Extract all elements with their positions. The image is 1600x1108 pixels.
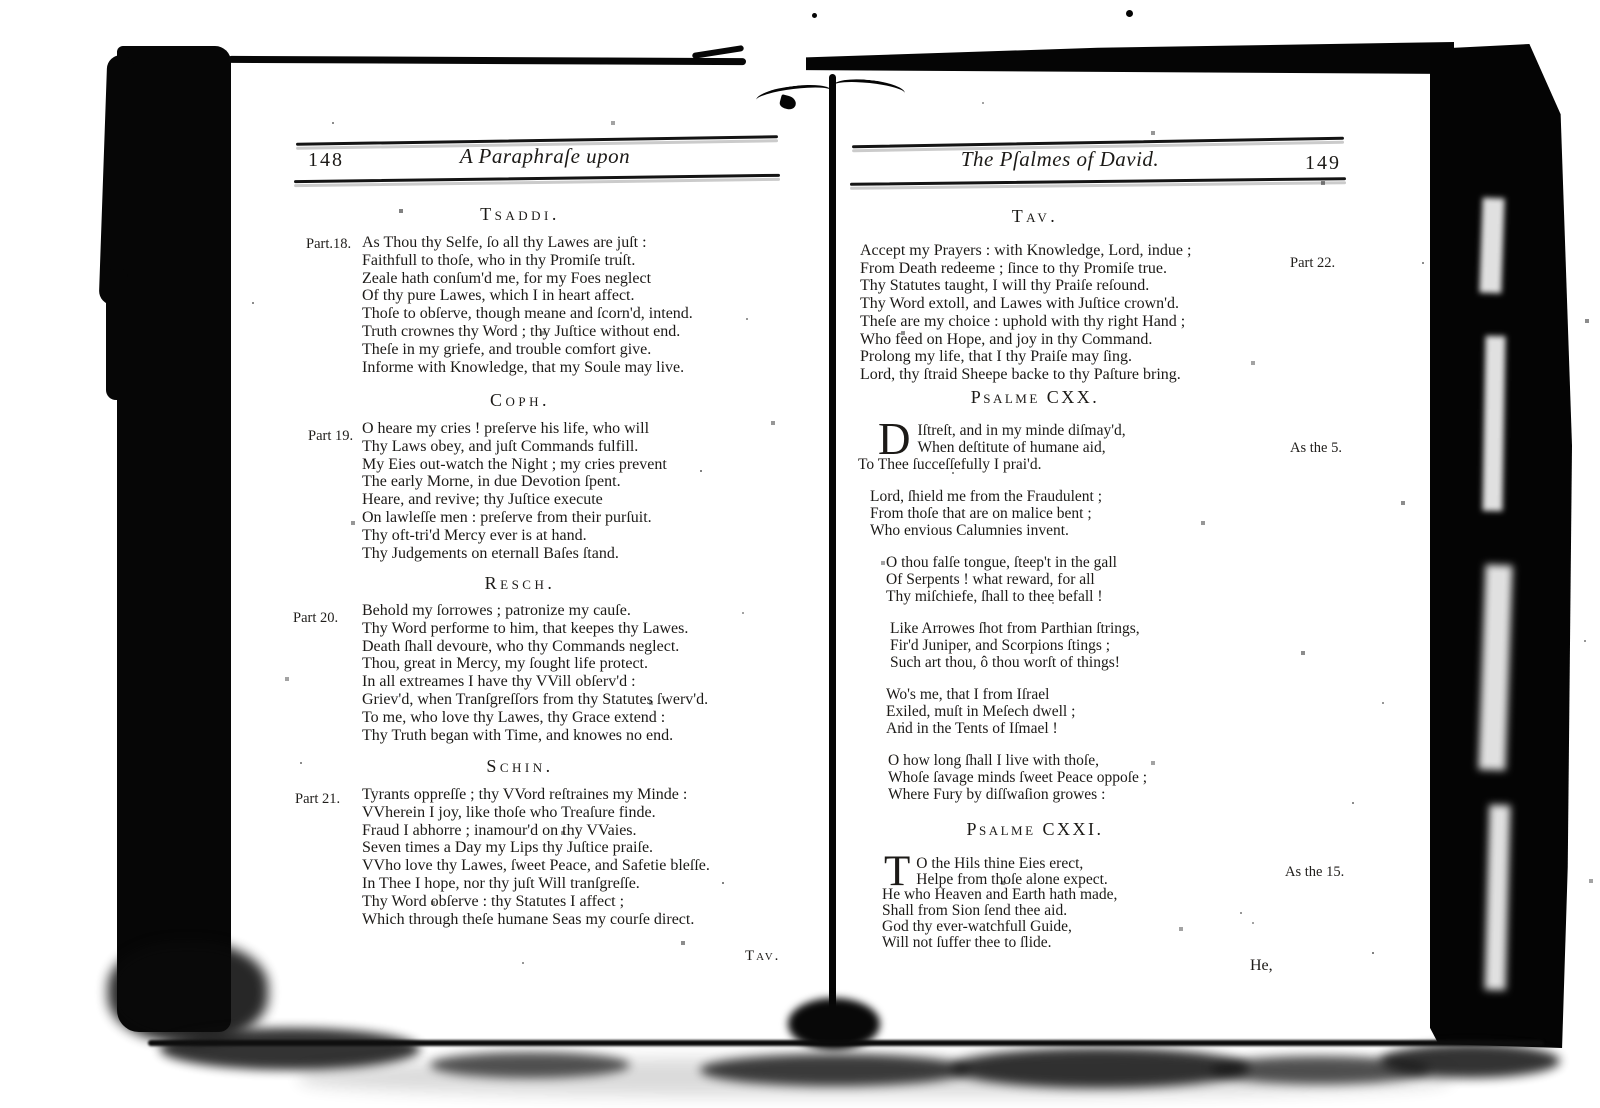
verse-line: Whoſe ſavage minds ſweet Peace oppoſe ; [888,769,1148,786]
verse-line: Thy Statutes taught, I will thy Praiſe reſound. [860,277,1150,295]
scan-border-left-bump [106,268,128,400]
scan-border-top-left [228,56,746,65]
book-gutter-shadow [829,74,836,1036]
verse-line: Death ſhall devoure, who thy Commands neglect. [362,637,680,655]
verse-line: Wo's me, that I from Iſrael [886,686,1050,703]
margin-note: Part.18. [306,236,352,252]
psalm-121-stanza [882,848,1118,951]
fore-edge-white-streak [1479,198,1504,294]
verse-line: Who envious Calumnies invent. [870,522,1069,539]
verse-line: Which through theſe humane Seas my courſe direct. [362,910,695,928]
section-heading: Resch. [484,573,556,593]
verse-line: Thy Word obſerve : thy Statutes I affect ; [362,892,625,910]
verse-line: Tyrants oppreſſe ; thy VVord reſtraines my Minde : [362,786,688,803]
verse-line: My Eies out-watch the Night ; my cries prevent [362,455,667,473]
drop-cap: T [884,848,911,895]
verse-line: Griev'd, when Tranſgreſſors from thy Statutes ſwerv'd. [362,690,709,708]
verse-line: Prolong my life, that I thy Praiſe may ſing. [860,348,1132,366]
section-heading: Psalme CXX. [970,387,1100,407]
verse-line: Thy Word performe to him, that keepes thy Lawes. [362,619,689,637]
fore-edge-white-streak [1482,336,1505,511]
verse-line: Iſtreſt, and in my minde diſmay'd, [917,422,1126,439]
margin-note: Part 22. [1290,255,1336,271]
verse-line: Truth crownes thy Word ; thy Juſtice without end. [362,322,681,340]
verse-line: Behold my ſorrowes ; patronize my cauſe. [362,602,631,619]
header-rule [294,174,780,183]
verse-line: And in the Tents of Iſmael ! [886,720,1058,737]
verse-line: Helpe from thoſe alone expect. [916,870,1108,888]
verse-line: Thy oft-tri'd Mercy ever is at hand. [362,526,587,544]
stanza [858,488,1147,539]
verse-line: Exiled, muſt in Meſech dwell ; [886,703,1076,720]
verse-line: O the Hils thine Eies erect, [916,855,1084,872]
verse-line: Thy Truth began with Time, and knowes no end. [362,726,674,744]
margin-note: As the 15. [1285,864,1345,880]
verse-block [362,420,667,562]
scan-border-top-right [806,42,1454,74]
verse-line: Who feed on Hope, and joy in thy Command. [860,330,1153,348]
folio-number: 148 [308,149,344,171]
verse-line: Thoſe to obſerve, though meane and ſcorn'd, intend. [362,305,693,323]
verse-line: Seven times a Day my Lips thy Juſtice praiſe. [362,839,654,857]
margin-note: Part 21. [295,791,341,807]
verse-line: Zeale hath conſum'd me, for my Foes neglect [362,269,652,287]
verse-line: Where Fury by diſſwaſion growes : [888,786,1106,803]
verse-block [362,602,708,744]
page-speckles-right [0,0,2,2]
drop-cap: D [878,414,911,464]
scan-smudge [108,942,268,1042]
verse-line: Such art thou, ô thou worſt of things! [890,654,1120,671]
verse-line: The early Morne, in due Devotion ſpent. [362,473,621,491]
verse-line: To Thee ſucceſſefully I prai'd. [858,456,1042,473]
verse-line: Faithfull to thoſe, who in thy Promiſe truſt. [362,251,636,269]
verse-line: Accept my Prayers : with Knowledge, Lord, indue ; [860,242,1192,259]
verse-line: On lawleſſe men : preſerve from their purſuit. [362,508,652,526]
section-heading: Coph. [489,390,550,410]
running-header: A Paraphraſe upon [459,144,631,168]
header-rule [850,177,1346,186]
gutter-page-curve-right [832,76,906,102]
psalm-120-stanzas [858,414,1148,818]
margin-note: As the 5. [1290,440,1342,456]
verse-line: VVho love thy Lawes, ſweet Peace, and Safetie bleſſe. [362,857,710,875]
verse-line: Fraud I abhorre ; inamour'd on thy VVaies. [362,821,637,839]
verse-line: Like Arrowes ſhot from Parthian ſtrings, [890,620,1140,637]
margin-note: Part 19. [308,428,354,444]
verse-line: O thou falſe tongue, ſteep't in the gall [886,554,1117,571]
catchword: Tav. [745,948,781,964]
scan-border-top-hook [692,45,744,59]
scan-border-left [117,46,231,1032]
verse-line: Lord, ſhield me from the Fraudulent ; [870,488,1103,505]
verse-line: Lord, thy ſtraid Sheepe backe to thy Paſture bring. [860,365,1181,383]
margin-note: Part 20. [293,610,339,626]
verse-line: Of thy pure Lawes, which I in heart affect. [362,287,635,305]
verse-line: VVherein I joy, like thoſe who Treaſure finde. [362,803,656,821]
catchword: He, [1250,957,1273,974]
verse-line: Fir'd Juniper, and Scorpions ſtings ; [890,637,1111,654]
stanza [858,554,1147,605]
verse-line: Shall from Sion ſend thee aid. [882,902,1068,920]
stanza [858,620,1147,671]
section-heading: Schin. [486,756,554,776]
verse-block [362,234,693,376]
verse-line: Of Serpents ! what reward, for all [886,571,1095,588]
verse-line: As Thou thy Selfe, ſo all thy Lawes are juſt : [362,234,647,251]
verse-block [362,786,710,928]
stanza [858,752,1147,803]
verse-line: Thy miſchiefe, ſhall to thee befall ! [886,588,1103,605]
stanza [858,414,1147,473]
running-header: The Pſalmes of David. [960,147,1160,171]
ink-speck [1126,10,1133,17]
verse-line: Informe with Knowledge, that my Soule may live. [362,358,685,376]
verse-line: Theſe in my griefe, and trouble comfort give. [362,340,652,358]
verse-line: Thou, great in Mercy, my ſought life protect. [362,655,648,673]
verse-line: When deſtitute of humane aid, [917,439,1106,456]
verse-line: Theſe are my choice : uphold with thy right Hand ; [860,312,1186,330]
verse-line: To me, who love thy Lawes, thy Grace extend : [362,708,666,726]
verse-line: Will not ſuffer thee to ſlide. [882,933,1052,951]
section-heading: Psalme CXXI. [966,819,1104,839]
verse-line: God thy ever-watchfull Guide, [882,917,1072,935]
verse-block [860,242,1191,384]
verse-line: Thy Word extoll, and Lawes with Juſtice crown'd. [860,295,1180,313]
verse-line: From thoſe that are on malice bent ; [870,505,1092,522]
verse-line: He who Heaven and Earth hath made, [882,886,1118,904]
verse-line: From Death redeeme ; ſince to thy Promiſe true. [860,259,1168,277]
folio-number: 149 [1305,152,1341,174]
verse-line: O heare my cries ! preſerve his life, who will [362,420,650,437]
verse-line: Thy Judgements on eternall Baſes ſtand. [362,544,619,562]
verse-line: In all extreames I have thy VVill obſerv'd : [362,673,636,691]
verse-line: In Thee I hope, nor thy juſt Will tranſgreſſe. [362,874,640,892]
section-heading: Tav. [1011,206,1059,226]
scan-smudge-strip [300,1058,1450,1096]
verse-line: Thy Laws obey, and juſt Commands fulfill. [362,437,639,455]
verse-line: O how long ſhall I live with thoſe, [888,752,1099,769]
section-heading: Tsaddi. [480,204,560,224]
stanza [858,686,1147,737]
ink-speck [812,13,817,18]
verse-line: Heare, and revive; thy Juſtice execute [362,491,603,509]
